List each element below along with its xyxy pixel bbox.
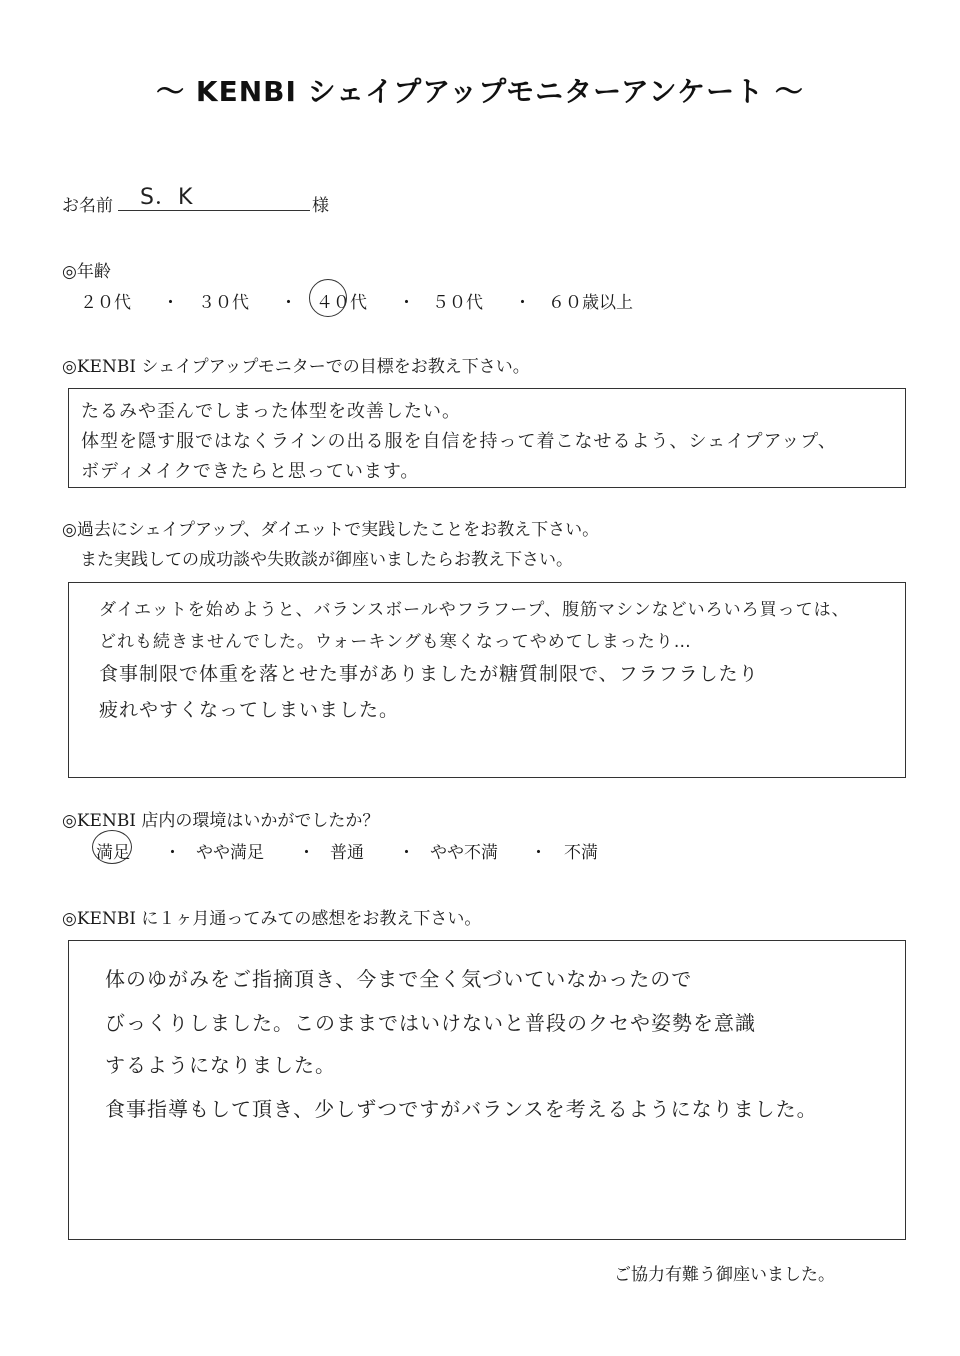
goal-answer-box[interactable]: [68, 388, 906, 488]
name-suffix: 様: [312, 196, 329, 216]
name-value[interactable]: S．K: [140, 185, 194, 210]
past-line: ダイエットを始めようと、バランスボールやフラフープ、腹筋マシンなどいろいろ買っては、: [99, 600, 850, 620]
impression-line: 食事指導もして頂き、少しずつですがバランスを考えるようになりました。: [105, 1097, 818, 1121]
selected-circle-mark: [92, 830, 132, 864]
environment-option-satisfied[interactable]: 満足: [96, 843, 130, 863]
past-answer-box[interactable]: [68, 582, 906, 778]
separator: ・: [162, 293, 179, 313]
separator: ・: [514, 293, 531, 313]
age-option-60plus[interactable]: ６０歳以上: [548, 293, 633, 313]
age-option-20s[interactable]: ２０代: [80, 293, 131, 313]
past-subheading: また実践しての成功談や失敗談が御座いましたらお教え下さい。: [80, 550, 573, 570]
goal-line: 体型を隠す服ではなくラインの出る服を自信を持って着こなせるよう、シェイプアップ、: [81, 431, 837, 452]
age-option-50s[interactable]: ５０代: [432, 293, 483, 313]
selected-circle-mark: [309, 279, 347, 317]
impression-answer-box[interactable]: [68, 940, 906, 1240]
page-title: ～ KENBI シェイプアップモニターアンケート ～: [156, 75, 804, 108]
separator: ・: [298, 843, 315, 863]
closing-thanks: ご協力有難う御座いました。: [614, 1265, 835, 1285]
goal-line: たるみや歪んでしまった体型を改善したい。: [81, 401, 461, 422]
impression-heading: ◎KENBI に１ヶ月通ってみての感想をお教え下さい。: [62, 909, 482, 929]
past-line: 食事制限で体重を落とせた事がありましたが糖質制限で、フラフラしたり: [99, 663, 759, 685]
goal-line: ボディメイクできたらと思っています。: [81, 461, 420, 482]
separator: ・: [530, 843, 547, 863]
name-label: お名前: [62, 196, 113, 216]
environment-option-dissatisfied[interactable]: 不満: [564, 843, 598, 863]
environment-option-somewhat-satisfied[interactable]: やや満足: [196, 843, 264, 863]
impression-line: 体のゆがみをご指摘頂き、今まで全く気づいていなかったので: [105, 967, 693, 991]
past-line: どれも続きませんでした。ウォーキングも寒くなってやめてしまったり…: [99, 632, 692, 652]
separator: ・: [398, 293, 415, 313]
past-line: 疲れやすくなってしまいました。: [99, 699, 400, 721]
separator: ・: [398, 843, 415, 863]
impression-line: びっくりしました。このままではいけないと普段のクセや姿勢を意識: [105, 1011, 756, 1035]
environment-heading: ◎KENBI 店内の環境はいかがでしたか？: [62, 811, 380, 831]
impression-line: するようになりました。: [105, 1053, 336, 1077]
age-option-40s[interactable]: ４０代: [316, 293, 367, 313]
age-option-30s[interactable]: ３０代: [198, 293, 249, 313]
environment-option-neutral[interactable]: 普通: [330, 843, 364, 863]
age-heading: ◎年齢: [62, 262, 111, 282]
goal-heading: ◎KENBI シェイプアップモニターでの目標をお教え下さい。: [62, 357, 530, 377]
separator: ・: [280, 293, 297, 313]
separator: ・: [164, 843, 181, 863]
past-heading: ◎過去にシェイプアップ、ダイエットで実践したことをお教え下さい。: [62, 520, 600, 540]
environment-option-somewhat-dissatisfied[interactable]: やや不満: [430, 843, 498, 863]
